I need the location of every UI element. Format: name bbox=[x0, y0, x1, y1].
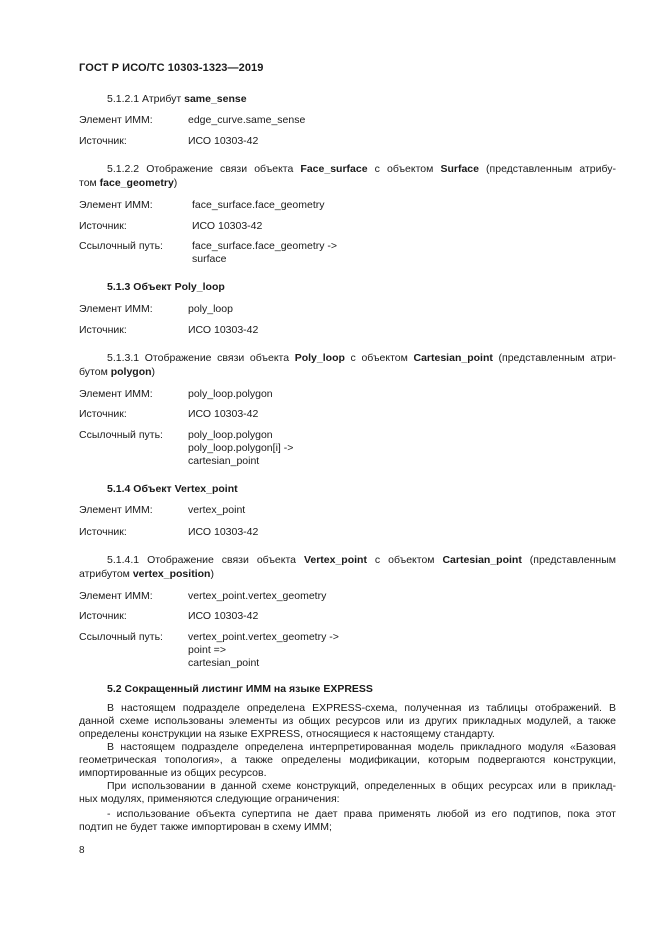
text-run: (представленным атрибу- bbox=[478, 163, 616, 175]
element-label: Элемент ИММ: bbox=[79, 199, 153, 211]
element-label: Элемент ИММ: bbox=[79, 388, 153, 400]
ref-path-line: cartesian_point bbox=[188, 455, 260, 467]
element-value: edge_curve.same_sense bbox=[188, 114, 306, 126]
element-label: Элемент ИММ: bbox=[79, 504, 153, 516]
source-label: Источник: bbox=[79, 408, 127, 420]
list-item-line: подтип не будет также импортирован в схему ИММ; bbox=[79, 821, 332, 833]
text-run: с объектом bbox=[367, 163, 441, 175]
ref-path-line: face_surface.face_geometry -> bbox=[192, 240, 338, 252]
attribute-name: polygon bbox=[110, 366, 152, 378]
source-value: ИСО 10303-42 bbox=[192, 220, 263, 232]
paragraph-line: ных модулях, применяются следующие ограничения: bbox=[79, 793, 340, 805]
source-value: ИСО 10303-42 bbox=[188, 408, 259, 420]
source-label: Источник: bbox=[79, 324, 127, 336]
paragraph-line: импортированные из общих ресурсов. bbox=[79, 767, 267, 779]
document-header: ГОСТ Р ИСО/ТС 10303-1323—2019 bbox=[79, 62, 264, 74]
clause-5-1-3-1-line2 bbox=[79, 366, 155, 379]
section-5-1-3-heading: 5.1.3 Объект Poly_loop bbox=[107, 281, 225, 293]
element-value: poly_loop bbox=[188, 303, 233, 315]
ref-path-label: Ссылочный путь: bbox=[79, 429, 163, 441]
clause-5-1-4-1-line2 bbox=[79, 568, 214, 581]
paragraph-line: данной схеме использованы элементы из общих ресурсов или из других прикладных модулей, а также bbox=[79, 715, 616, 727]
clause-number: 5.1.2.1 bbox=[107, 93, 140, 105]
paragraph-line: геометрическая топология», а также определены модификации, которым подвергаются конструкции, bbox=[79, 754, 616, 766]
text-run: (представленным атри- bbox=[492, 352, 616, 364]
page-number: 8 bbox=[79, 845, 85, 856]
source-value: ИСО 10303-42 bbox=[188, 610, 259, 622]
ref-path-line: poly_loop.polygon bbox=[188, 429, 273, 441]
ref-path-label: Ссылочный путь: bbox=[79, 240, 163, 252]
source-label: Источник: bbox=[79, 526, 127, 538]
paragraph-line: В настоящем подразделе определена интерпретированная модель прикладного модуля «Базовая bbox=[107, 741, 616, 753]
paragraph-line: определены конструкции на языке EXPRESS, относящиеся к настоящему стандарту. bbox=[79, 728, 495, 740]
element-label: Элемент ИММ: bbox=[79, 303, 153, 315]
source-label: Источник: bbox=[79, 610, 127, 622]
text-run: (представленным bbox=[521, 554, 616, 566]
clause-5-1-3-1-line1 bbox=[107, 352, 616, 365]
ref-path-line: cartesian_point bbox=[188, 657, 260, 669]
entity-name: Cartesian_point bbox=[413, 352, 493, 364]
entity-name: Poly_loop bbox=[294, 352, 345, 364]
element-value: vertex_point bbox=[188, 504, 246, 516]
element-label: Элемент ИММ: bbox=[79, 114, 153, 126]
text-run: с объектом bbox=[366, 554, 443, 566]
element-value: vertex_point.vertex_geometry bbox=[188, 590, 327, 602]
entity-name: Surface bbox=[440, 163, 479, 175]
entity-name: Vertex_point bbox=[303, 554, 367, 566]
source-value: ИСО 10303-42 bbox=[188, 526, 259, 538]
paragraph-line: В настоящем подразделе определена EXPRESS-схема, полученная из таблицы отображений. В bbox=[107, 702, 616, 714]
text-run: бутом bbox=[79, 366, 111, 378]
source-label: Источник: bbox=[79, 220, 127, 232]
text-run: с объектом bbox=[344, 352, 414, 364]
source-value: ИСО 10303-42 bbox=[188, 324, 259, 336]
element-label: Элемент ИММ: bbox=[79, 590, 153, 602]
attribute-name: same_sense bbox=[184, 93, 247, 105]
ref-path-line: surface bbox=[192, 253, 227, 265]
text-run: ) bbox=[151, 366, 156, 378]
text-run: атрибутом bbox=[79, 568, 133, 580]
section-5-2-heading: 5.2 Сокращенный листинг ИММ на языке EXPRESS bbox=[107, 683, 373, 695]
clause-5-1-4-1-line1 bbox=[107, 554, 616, 567]
source-label: Источник: bbox=[79, 135, 127, 147]
entity-name: Cartesian_point bbox=[442, 554, 522, 566]
clause-5-1-2-2-line2 bbox=[79, 177, 177, 190]
list-item-line: - использование объекта супертипа не дает права применять любой из его подтипов, пока этот bbox=[107, 808, 616, 820]
section-5-1-4-heading: 5.1.4 Объект Vertex_point bbox=[107, 483, 238, 495]
ref-path-line: poly_loop.polygon[i] -> bbox=[188, 442, 294, 454]
text-run: 5.1.4.1 Отображение связи объекта bbox=[107, 554, 304, 566]
attribute-name: vertex_position bbox=[132, 568, 211, 580]
source-value: ИСО 10303-42 bbox=[188, 135, 259, 147]
text-run: ) bbox=[210, 568, 214, 580]
ref-path-line: vertex_point.vertex_geometry -> bbox=[188, 631, 339, 643]
element-value: poly_loop.polygon bbox=[188, 388, 273, 400]
clause-prefix: Атрибут bbox=[142, 93, 182, 105]
text-run: 5.1.3.1 Отображение связи объекта bbox=[107, 352, 295, 364]
entity-name: Face_surface bbox=[300, 163, 368, 175]
element-value: face_surface.face_geometry bbox=[192, 199, 325, 211]
text-run: ) bbox=[173, 177, 178, 189]
attribute-name: face_geometry bbox=[99, 177, 174, 189]
text-run: 5.1.2.2 Отображение связи объекта bbox=[107, 163, 301, 175]
ref-path-label: Ссылочный путь: bbox=[79, 631, 163, 643]
paragraph-line: При использовании в данной схеме конструкций, определенных в общих ресурсах или в приклад- bbox=[107, 780, 616, 792]
clause-5-1-2-1-heading bbox=[107, 93, 247, 106]
ref-path-line: point => bbox=[188, 644, 226, 656]
clause-5-1-2-2-line1 bbox=[107, 163, 616, 176]
text-run: том bbox=[79, 177, 100, 189]
